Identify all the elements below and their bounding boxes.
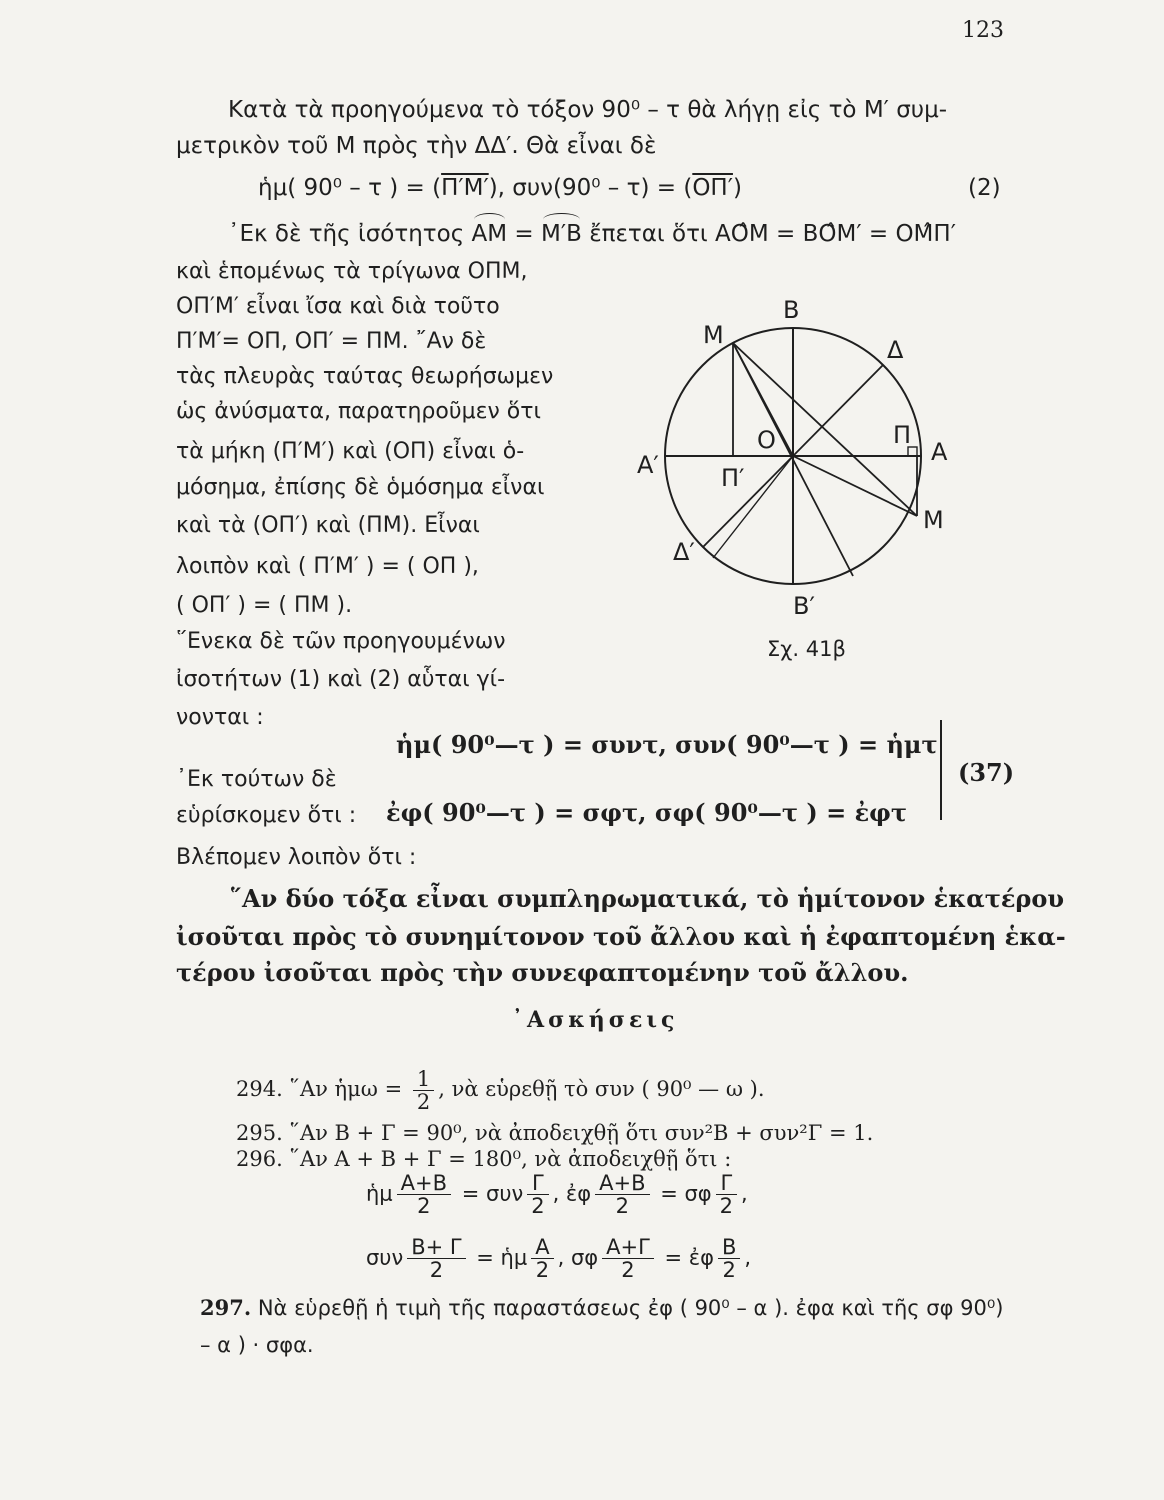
exercise-295: [236, 1122, 873, 1145]
row2-frac-2-den: 2: [535, 1258, 550, 1283]
row1-frac-2-den: 2: [531, 1194, 545, 1219]
row2-frac-4-num: Β: [718, 1236, 740, 1259]
label-b: Β: [783, 296, 800, 324]
row1-frac-1-den: 2: [417, 1194, 431, 1219]
left-line-8: καὶ τὰ (ΟΠ′) καὶ (ΠΜ). Εἶναι: [176, 513, 480, 538]
formula-37-number: (37): [958, 758, 1015, 787]
figure-caption: Σχ. 41β: [767, 637, 846, 661]
label-p: Π: [893, 421, 912, 449]
row2-eq-1: = ἡμ: [476, 1245, 528, 1270]
label-m: Μ: [923, 506, 944, 534]
row2-frac-4-den: 2: [722, 1258, 736, 1283]
row2-frac-3: [602, 1236, 654, 1281]
exercise-297-line-2: – α ) · σφα.: [200, 1333, 314, 1357]
label-b-prime: Β′: [793, 592, 815, 620]
left-line-5: ὡς ἀνύσματα, παρατηροῦμεν ὅτι: [176, 399, 541, 424]
exercise-297-line-1: [200, 1296, 1003, 1320]
left-line-6: τὰ μήκη (Π′Μ′) καὶ (ΟΠ) εἶναι ὁ-: [176, 439, 525, 464]
intro-line-1: Κατὰ τὰ προηγούμενα τὸ τόξον 90⁰ – τ θὰ λήγῃ εἰς τὸ Μ′ συμ-: [228, 97, 948, 123]
formula-37-row-1: ἡμ( 90⁰—τ ) = συντ, συν( 90⁰—τ ) = ἡμτ: [396, 730, 938, 759]
arc-line-angles: ΑΟ̂Μ = ΒΟ̂Μ′ = ΟΜ̂Π′: [715, 221, 956, 247]
theorem-line-1: ῞Αν δύο τόξα εἶναι συμπληρωματικά, τὸ ἡμίτονον ἑκατέρου: [230, 884, 1065, 913]
arc-line-eq: =: [507, 221, 542, 247]
row2-eq-2: = ἐφ: [664, 1245, 714, 1270]
left-line-12: ἰσοτήτων (1) καὶ (2) αὗται γί-: [176, 667, 506, 692]
row1-frac-4-num: Γ: [716, 1172, 737, 1195]
row2-end: ,: [744, 1245, 752, 1270]
exercise-294-text-b: , νὰ εὑρεθῇ τὸ συν ( 90⁰ — ω ).: [438, 1077, 765, 1102]
equation-2-part-c: ): [732, 175, 742, 201]
row2-frac-3-den: 2: [621, 1258, 635, 1283]
row2-frac-2-num: Α: [531, 1236, 553, 1259]
left-line-7: μόσημα, ἐπίσης δὲ ὁμόσημα εἶναι: [176, 475, 545, 500]
formula-lead-1: ᾿Εκ τούτων δὲ: [176, 767, 337, 792]
exercise-296-number: 296.: [236, 1147, 283, 1171]
fraction-denominator: 2: [416, 1090, 431, 1115]
formula-37-row-2: ἐφ( 90⁰—τ ) = σφτ, σφ( 90⁰—τ ) = ἐφτ: [386, 798, 908, 827]
row1-eq-1: = συν: [461, 1181, 524, 1206]
row2-frac-4: [718, 1236, 740, 1281]
row2-frac-1-den: 2: [429, 1258, 444, 1283]
formula-lead-3: Βλέπομεν λοιπὸν ὅτι :: [176, 845, 417, 870]
formula-37-brace: [930, 720, 942, 820]
left-line-13: νονται :: [176, 705, 264, 730]
row1-frac-3-den: 2: [615, 1194, 630, 1219]
label-p-prime: Π′: [721, 464, 745, 492]
intro-line-2: μετρικὸν τοῦ Μ πρὸς τὴν ΔΔ′. Θὰ εἶναι δὲ: [176, 133, 657, 159]
row2-frac-1: [407, 1236, 465, 1281]
left-line-10: ( ΟΠ′ ) = ( ΠΜ ).: [176, 593, 353, 618]
exercise-295-text: ῞Αν Β + Γ = 90⁰, νὰ ἀποδειχθῇ ὅτι συν²Β + συν²Γ = 1.: [289, 1121, 874, 1145]
equation-2-part-a: ἡμ( 90⁰ – τ ) = (: [258, 175, 442, 201]
label-o: Ο: [757, 426, 776, 454]
equation-2-part-b: ), συν(90⁰ – τ) = (: [488, 175, 693, 201]
row1-func-1: ἡμ: [366, 1181, 393, 1206]
row1-frac-1: [397, 1172, 451, 1217]
row1-frac-3-num: Α+Β: [595, 1172, 649, 1195]
theorem-line-3: τέρου ἰσοῦται πρὸς τὴν συνεφαπτομένην τοῦ ἄλλου.: [176, 958, 909, 987]
exercise-294-text-a: ῞Αν ἡμω =: [289, 1077, 403, 1102]
arc-am: ΑΜ: [471, 221, 508, 247]
exercise-296-text: ῞Αν Α + Β + Γ = 180⁰, νὰ ἀποδειχθῇ ὅτι :: [289, 1147, 732, 1171]
label-a: Α: [931, 438, 948, 466]
exercise-297-number: 297.: [200, 1295, 252, 1320]
row1-frac-4: [716, 1172, 737, 1217]
fraction-numerator: 1: [413, 1068, 434, 1091]
label-d-prime: Δ′: [673, 538, 695, 566]
row1-frac-2-num: Γ: [527, 1172, 548, 1195]
left-line-3: Π′Μ′= ΟΠ, ΟΠ′ = ΠΜ. ῎Αν δὲ: [176, 329, 487, 354]
row2-func-1: συν: [366, 1245, 404, 1270]
row1-end: ,: [741, 1181, 748, 1206]
left-line-2: ΟΠ′Μ′ εἶναι ἴσα καὶ διὰ τοῦτο: [176, 294, 500, 319]
equation-2-pm: Π′Μ′: [441, 175, 489, 201]
row1-func-3: , ἐφ: [552, 1181, 592, 1206]
left-line-11: ῞Ενεκα δὲ τῶν προηγουμένων: [176, 629, 506, 654]
exercise-295-number: 295.: [236, 1121, 283, 1145]
exercise-294: [236, 1068, 765, 1113]
equation-2-op: ΟΠ′: [692, 175, 733, 201]
formula-lead-2: εὑρίσκομεν ὅτι :: [176, 803, 357, 828]
unit-circle-diagram: [625, 288, 965, 668]
exercises-heading: ᾿Ασκήσεις: [512, 1007, 679, 1033]
exercise-297-text-1: Νὰ εὑρεθῇ ἡ τιμὴ τῆς παραστάσεως ἐφ ( 90⁰ – α ). ἐφα καὶ τῆς σφ 90⁰): [257, 1296, 1004, 1320]
exercise-294-number: 294.: [236, 1077, 283, 1102]
row1-frac-4-den: 2: [719, 1194, 734, 1219]
row1-eq-2: = σφ: [660, 1181, 712, 1206]
equation-2: [258, 176, 742, 201]
theorem-line-2: ἰσοῦται πρὸς τὸ συνημίτονον τοῦ ἄλλου καὶ ἡ ἐφαπτομένη ἑκα-: [176, 922, 1066, 951]
row1-frac-1-num: Α+Β: [397, 1172, 451, 1195]
exercise-294-fraction: [413, 1068, 434, 1113]
arc-mb: Μ′Β: [541, 221, 582, 247]
row1-frac-2: [527, 1172, 548, 1217]
row2-frac-3-num: Α+Γ: [602, 1236, 654, 1259]
page-number: 123: [962, 18, 1004, 43]
arc-equality-line: [228, 222, 956, 247]
equation-2-number: (2): [968, 175, 1001, 201]
left-line-4: τὰς πλευρὰς ταύτας θεωρήσωμεν: [176, 364, 554, 389]
row2-func-3: , σφ: [557, 1245, 599, 1270]
left-line-9: λοιπὸν καὶ ( Π′Μ′ ) = ( ΟΠ ),: [176, 554, 479, 579]
exercise-296: [236, 1148, 731, 1171]
left-line-1: καὶ ἑπομένως τὰ τρίγωνα ΟΠΜ,: [176, 259, 528, 284]
label-d: Δ: [887, 336, 904, 364]
row2-frac-2: [531, 1236, 553, 1281]
label-m-prime: Μ: [703, 321, 724, 349]
exercise-296-row-2: [366, 1236, 751, 1281]
exercise-296-row-1: [366, 1172, 748, 1217]
label-a-prime: Α′: [637, 451, 659, 479]
row2-frac-1-num: Β+ Γ: [407, 1236, 465, 1259]
arc-line-prefix: ᾿Εκ δὲ τῆς ἰσότητος: [228, 221, 472, 247]
arc-line-middle: ἔπεται ὅτι: [581, 221, 716, 247]
radius-om: [793, 456, 917, 516]
row1-frac-3: [595, 1172, 649, 1217]
